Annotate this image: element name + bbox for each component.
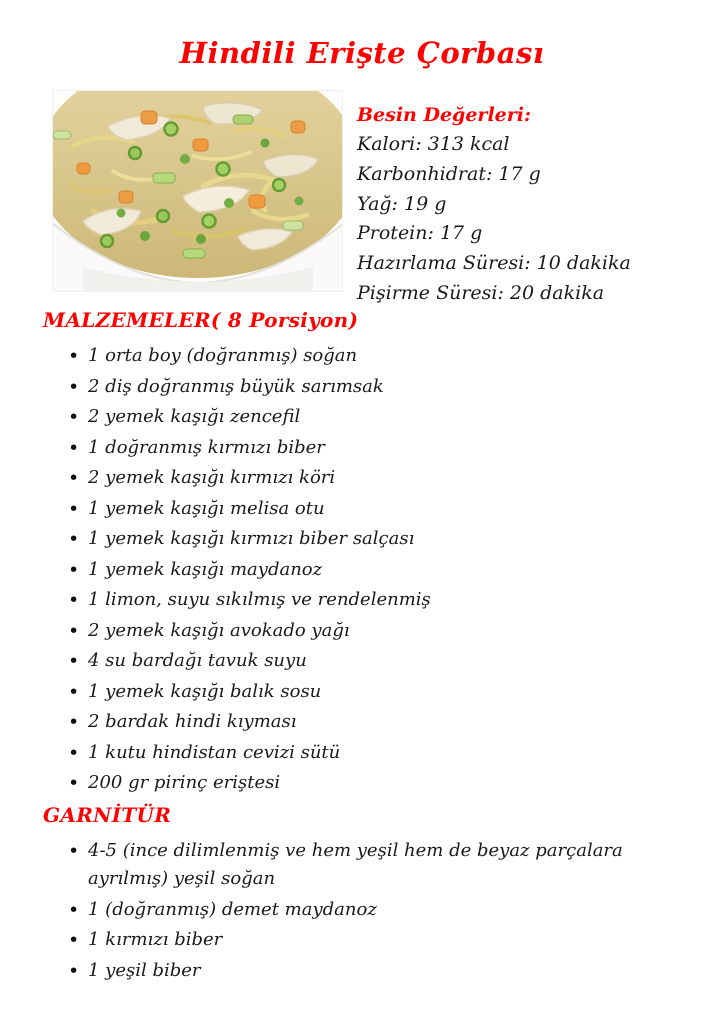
- ingredient-item: • 2 yemek kaşığı kırmızı köri: [68, 464, 683, 492]
- ingredient-item: • 2 bardak hindi kıyması: [68, 708, 683, 736]
- ingredients-heading: MALZEMELER( 8 Porsiyon): [43, 308, 359, 332]
- ingredient-item: • 1 doğranmış kırmızı biber: [68, 434, 683, 462]
- nutrition-list: [357, 130, 697, 309]
- soup-photo: [52, 90, 343, 292]
- nutrition-heading: Besin Değerleri:: [357, 104, 531, 126]
- nutrition-item: Pişirme Süresi: 20 dakika: [357, 281, 605, 304]
- ingredient-item: • 1 kutu hindistan cevizi sütü: [68, 739, 683, 767]
- soup-photo-illustration: [53, 91, 342, 291]
- garnish-heading: GARNİTÜR: [43, 803, 172, 827]
- ingredient-item: • 1 yemek kaşığı melisa otu: [68, 495, 683, 523]
- garnish-item: • 1 kırmızı biber: [68, 926, 683, 954]
- nutrition-item: Hazırlama Süresi: 10 dakika: [357, 252, 631, 275]
- ingredient-item: • 1 yemek kaşığı maydanoz: [68, 556, 683, 584]
- ingredient-item: • 1 yemek kaşığı balık sosu: [68, 678, 683, 706]
- nutrition-item: Karbonhidrat: 17 g: [357, 162, 541, 185]
- nutrition-item: Kalori: 313 kcal: [357, 133, 510, 155]
- nutrition-section: [357, 100, 697, 309]
- page-title: Hindili Erişte Çorbası: [179, 36, 545, 70]
- recipe-body: [43, 307, 705, 987]
- garnish-item: • 1 (doğranmış) demet maydanoz: [68, 896, 683, 924]
- ingredient-item: • 4 su bardağı tavuk suyu: [68, 647, 683, 675]
- ingredient-item: • 2 yemek kaşığı zencefil: [68, 403, 683, 431]
- garnish-list: [68, 837, 683, 985]
- nutrition-item: Yağ: 19 g: [357, 192, 447, 215]
- garnish-item: • 4-5 (ince dilimlenmiş ve hem yeşil hem de beyaz parçalara ayrılmış) yeşil soğan: [68, 837, 683, 893]
- ingredient-item: • 1 yemek kaşığı kırmızı biber salçası: [68, 525, 683, 553]
- nutrition-item: Protein: 17 g: [357, 222, 483, 245]
- garnish-item: • 1 yeşil biber: [68, 957, 683, 985]
- ingredient-item: • 200 gr pirinç eriştesi: [68, 769, 683, 797]
- ingredient-item: • 2 diş doğranmış büyük sarımsak: [68, 373, 683, 401]
- ingredient-item: • 1 orta boy (doğranmış) soğan: [68, 342, 683, 370]
- ingredients-list: [68, 342, 683, 797]
- ingredient-item: • 2 yemek kaşığı avokado yağı: [68, 617, 683, 645]
- ingredient-item: • 1 limon, suyu sıkılmış ve rendelenmiş: [68, 586, 683, 614]
